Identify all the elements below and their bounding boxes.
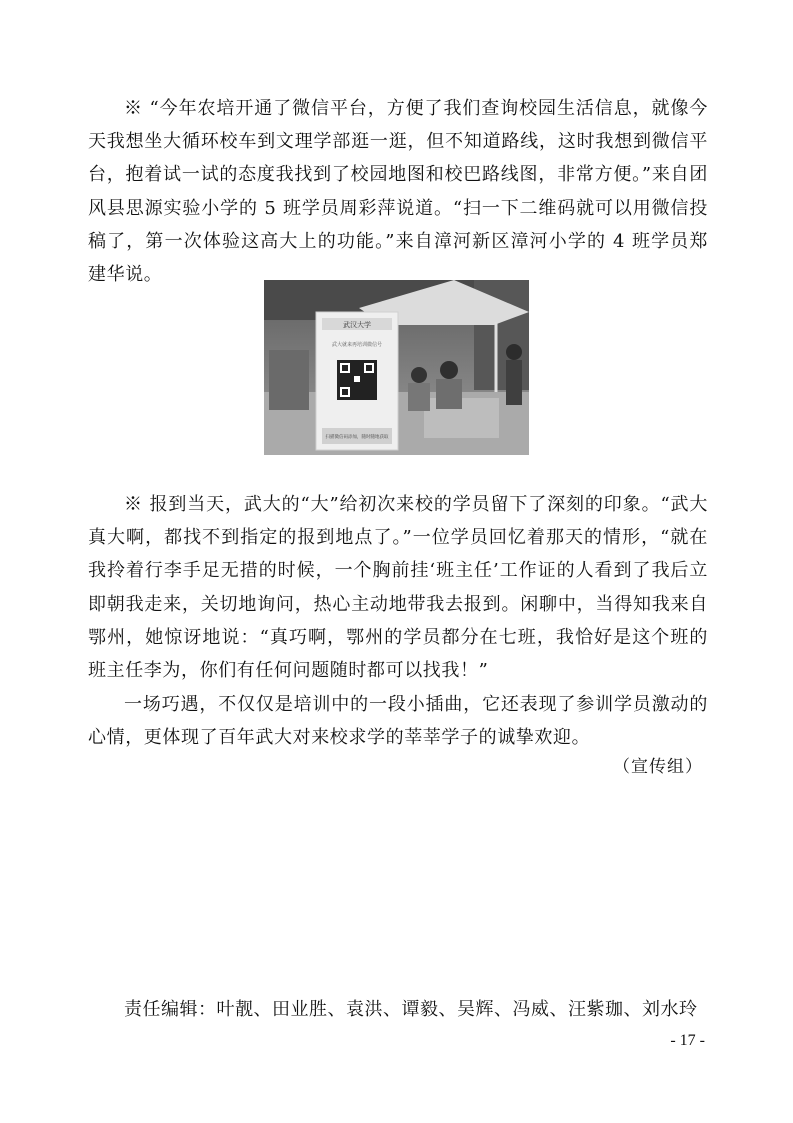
banner-line-1: 武大就来再培训微信号 xyxy=(331,342,383,348)
person-icon xyxy=(506,344,522,360)
paragraph-conclusion: 一场巧遇，不仅仅是培训中的一段小插曲，它还表现了参训学员激动的心情，更体现了百年武大对来校求学的莘莘学子的诚挚欢迎。 xyxy=(88,694,708,749)
banner-title: 武汉大学 xyxy=(343,321,371,329)
banner-line-2: 扫描微信码添加，随时随地获取 xyxy=(325,435,389,440)
paragraph-wechat-platform: ※ “今年农培开通了微信平台，方便了我们查询校园生活信息，就像今天我想坐大循环校车到文理学部逛一逛，但不知道路线，这时我想到微信平台，抱着试一试的态度我找到了校园地图和校巴路线图，非常方便。”来自团风县思源实验小学的 5 班学员周彩萍说道。“扫一下二维码就可以用微信投稿了，第一次体验这高大上的功能。”来自漳河新区漳河小学的 4 班学员郑建华说。 xyxy=(88,98,708,286)
bushes xyxy=(269,350,309,410)
page-number: - 17 - xyxy=(670,1032,705,1049)
person-icon xyxy=(440,361,458,379)
person-icon xyxy=(411,367,427,383)
article-credit: （宣传组） xyxy=(613,757,703,777)
registration-scene xyxy=(264,280,529,455)
responsible-editors: 责任编辑：叶靓、田业胜、袁洪、谭毅、吴辉、冯威、汪紫珈、刘水玲 xyxy=(124,999,698,1020)
registration-photo xyxy=(264,280,529,455)
paragraph-registration-day: ※ 报到当天，武大的“大”给初次来校的学员留下了深刻的印象。“武大真大啊，都找不到指定的报到地点了。”一位学员回忆着那天的情形，“就在我拎着行李手足无措的时候，一个胸前挂‘班主任’工作证的人看到了我后立即朝我走来，关切地询问，热心主动地带我去报到。闲聊中，当得知我来自鄂州，她惊讶地说：“真巧啊，鄂州的学员都分在七班，我恰好是这个班的班主任李为，你们有任何问题随时都可以找我！” xyxy=(88,494,708,682)
